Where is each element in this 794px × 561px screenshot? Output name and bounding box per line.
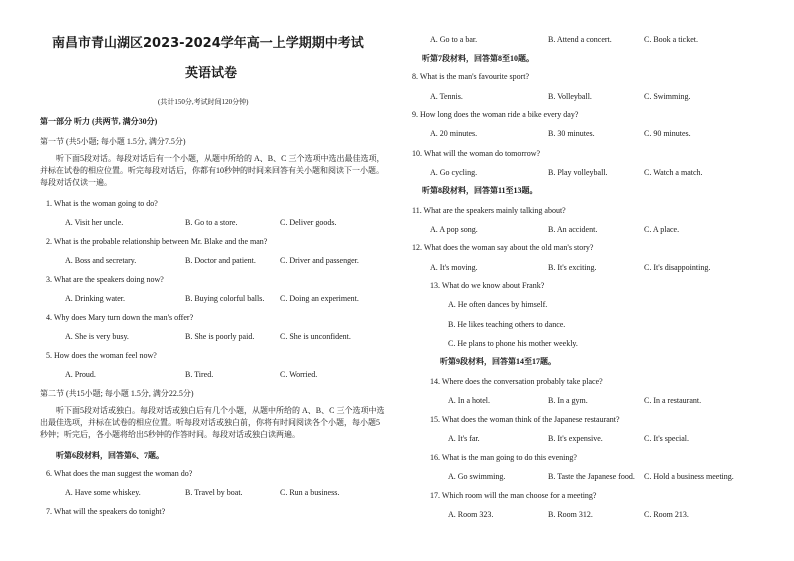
option-a: A. Go cycling. [430,168,478,177]
option-c: C. Hold a business meeting. [644,472,734,481]
option-b: B. In a gym. [548,396,588,405]
option-c: C. Room 213. [644,510,689,519]
option-b: B. He likes teaching others to dance. [448,320,566,329]
option-a: A. Go swimming. [448,472,506,481]
option-c: C. He plans to phone his mother weekly. [448,339,578,348]
option-a: A. It's far. [448,434,480,443]
question-15: 15. What does the woman think of the Japanese restaurant? [430,415,620,424]
option-a: A. Visit her uncle. [65,218,124,227]
option-b: B. She is poorly paid. [185,332,255,341]
option-b: B. An accident. [548,225,598,234]
question-7: 7. What will the speakers do tonight? [46,507,166,516]
option-a: A. It's moving. [430,263,478,272]
exam-meta: (共计150分,考试时间120分钟) [158,98,249,106]
option-c: C. Run a business. [280,488,340,497]
option-c: C. It's special. [644,434,689,443]
material-9-heading: 听第9段材料，回答第14至17题。 [440,357,556,366]
question-1: 1. What is the woman going to do? [46,199,158,208]
option-b: B. Attend a concert. [548,35,612,44]
option-a: A. Go to a bar. [430,35,478,44]
option-c: C. She is unconfident. [280,332,351,341]
option-c: C. In a restaurant. [644,396,702,405]
question-2: 2. What is the probable relationship between Mr. Blake and the man? [46,237,268,246]
material-6-heading: 听第6段材料，回答第6、7题。 [56,451,164,460]
option-a: A. Drinking water. [65,294,125,303]
option-a: A. Tennis. [430,92,463,101]
option-b: B. Travel by boat. [185,488,243,497]
material-8-heading: 听第8段材料，回答第11至13题。 [422,186,538,195]
option-a: A. In a hotel. [448,396,490,405]
option-c: C. Worried. [280,370,318,379]
option-c: C. Swimming. [644,92,691,101]
option-c: C. Deliver goods. [280,218,337,227]
part1-heading: 第一部分 听力 (共两节, 满分30分) [40,117,158,126]
option-c: C. Watch a match. [644,168,703,177]
exam-subtitle: 英语试卷 [185,66,238,81]
option-b: B. Doctor and patient. [185,256,256,265]
question-9: 9. How long does the woman ride a bike every day? [412,110,579,119]
question-10: 10. What will the woman do tomorrow? [412,149,541,158]
section1-heading: 第一节 (共5小题; 每小题 1.5分, 满分7.5分) [40,137,186,146]
section1-instructions: 听下面5段对话。每段对话后有一个小题，从题中所给的 A、B、C 三个选项中选出最佳选项，并标在试卷的相应位置。听完每段对话后，你都有10秒钟的时间来回答有关小题和阅读下一小题。每段对话仅读一遍。 [40,154,385,187]
option-b: B. Taste the Japanese food. [548,472,635,481]
question-8: 8. What is the man's favourite sport? [412,72,530,81]
option-a: A. He often dances by himself. [448,300,548,309]
option-a: A. 20 minutes. [430,129,478,138]
option-b: B. 30 minutes. [548,129,595,138]
option-b: B. Buying colorful balls. [185,294,265,303]
option-b: B. It's expensive. [548,434,603,443]
question-17: 17. Which room will the man choose for a meeting? [430,491,597,500]
option-a: A. Room 323. [448,510,494,519]
option-b: B. Room 312. [548,510,593,519]
question-12: 12. What does the woman say about the old man's story? [412,243,594,252]
option-b: B. Tired. [185,370,214,379]
option-c: C. Book a ticket. [644,35,698,44]
option-b: B. Play volleyball. [548,168,608,177]
question-3: 3. What are the speakers doing now? [46,275,164,284]
section2-heading: 第二节 (共15小题; 每小题 1.5分, 满分22.5分) [40,389,194,398]
material-7-heading: 听第7段材料，回答第8至10题。 [422,54,534,63]
exam-title: 南昌市青山湖区2023-2024学年高一上学期期中考试 [52,36,364,51]
question-5: 5. How does the woman feel now? [46,351,157,360]
option-c: C. Driver and passenger. [280,256,359,265]
option-a: A. Have some whiskey. [65,488,141,497]
question-11: 11. What are the speakers mainly talking about? [412,206,566,215]
question-16: 16. What is the man going to do this evening? [430,453,577,462]
question-13: 13. What do we know about Frank? [430,281,545,290]
question-6: 6. What does the man suggest the woman do? [46,469,193,478]
option-c: C. A place. [644,225,680,234]
section2-instructions: 听下面5段对话或独白。每段对话或独白后有几个小题，从题中所给的 A、B、C 三个选项中选出最佳选项，并标在试卷的相应位置。听每段对话或独白前，你将有时间阅读各个小题，每小题5秒钟；听完后，各小题将给出5秒钟的作答时间。每段对话或独白读两遍。 [40,406,385,439]
option-b: B. Go to a store. [185,218,238,227]
option-a: A. She is very busy. [65,332,129,341]
option-b: B. Volleyball. [548,92,592,101]
option-c: C. Doing an experiment. [280,294,359,303]
option-b: B. It's exciting. [548,263,597,272]
option-a: A. Proud. [65,370,96,379]
option-a: A. Boss and secretary. [65,256,137,265]
option-c: C. It's disappointing. [644,263,711,272]
option-a: A. A pop song. [430,225,478,234]
question-4: 4. Why does Mary turn down the man's offer? [46,313,194,322]
option-c: C. 90 minutes. [644,129,691,138]
question-14: 14. Where does the conversation probably take place? [430,377,603,386]
